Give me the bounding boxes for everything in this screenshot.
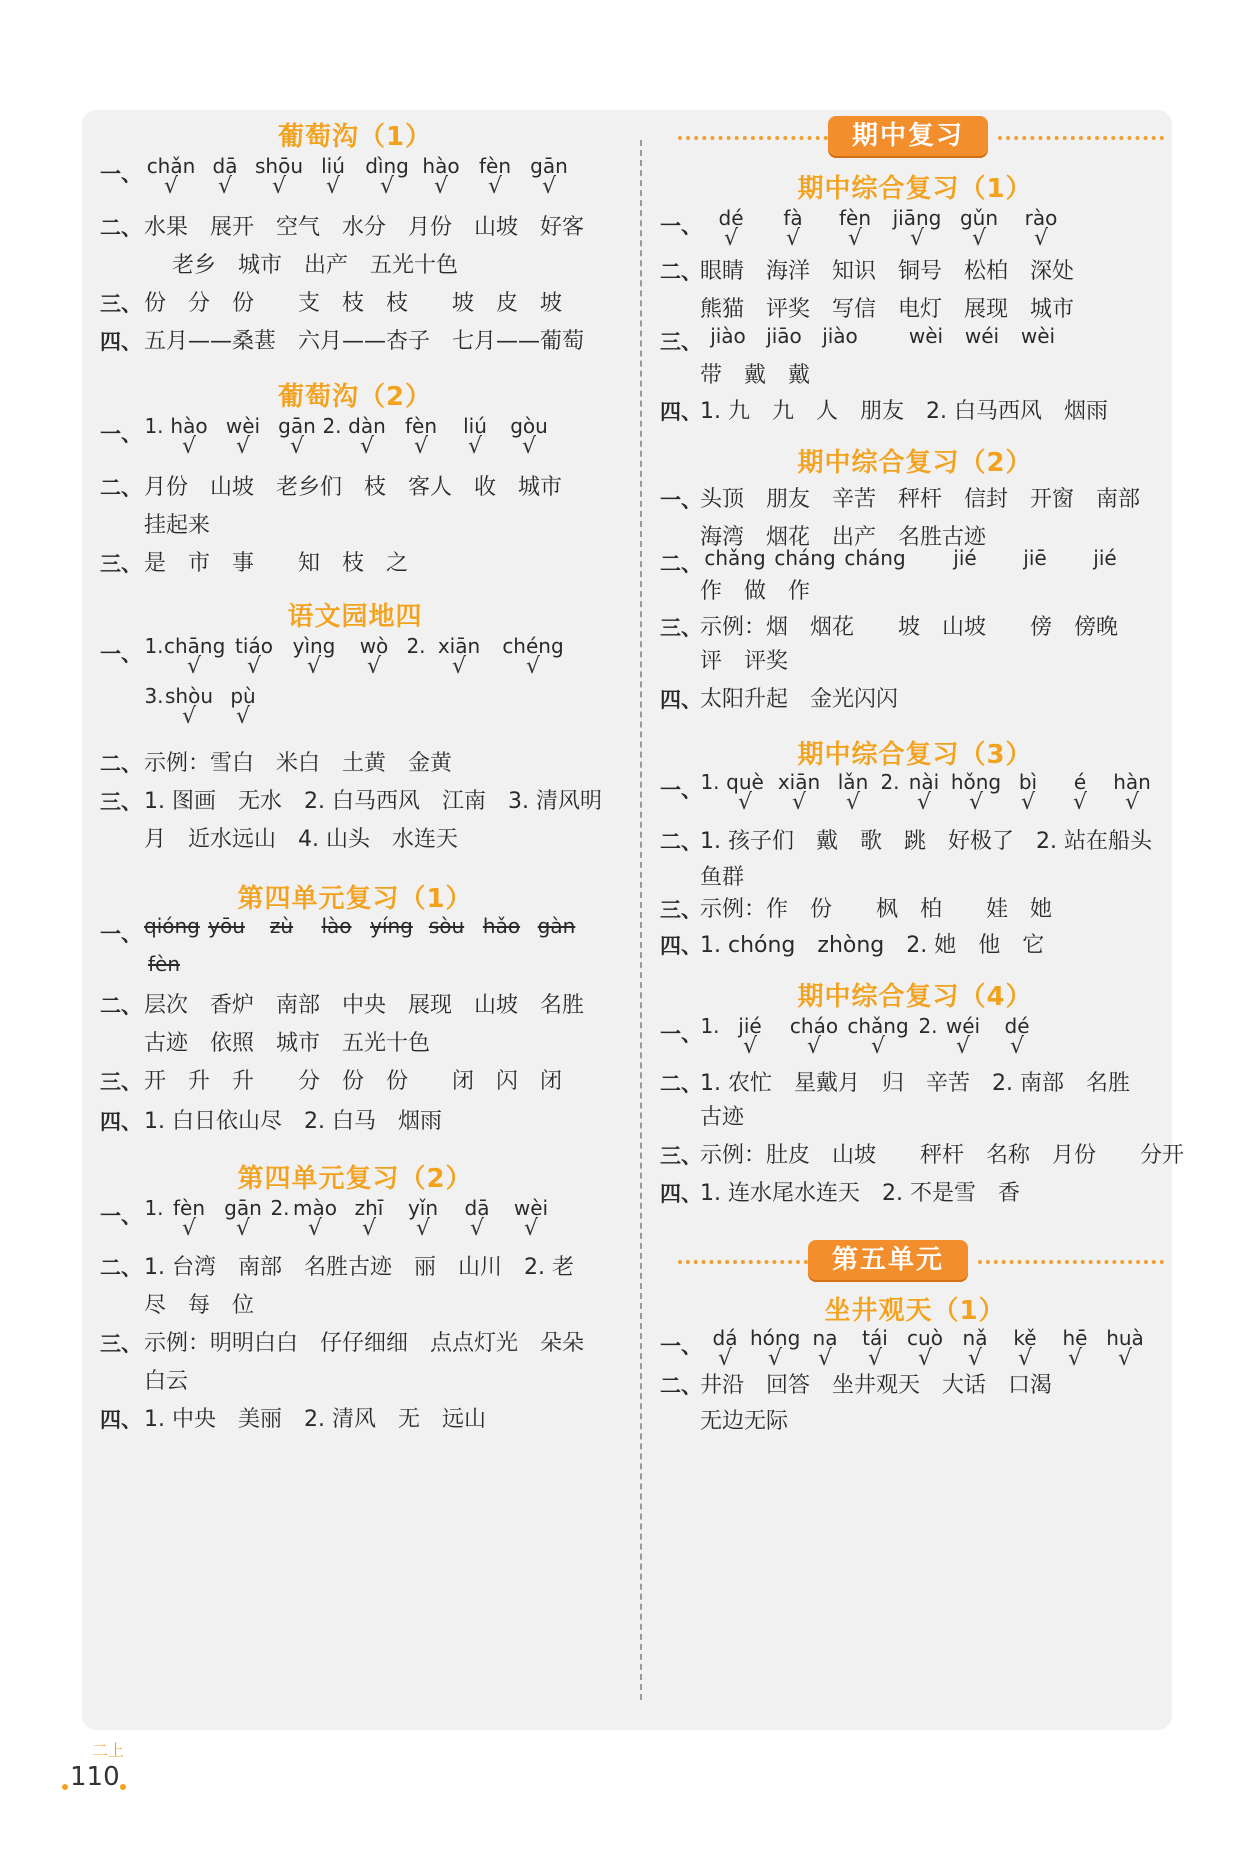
check-mark-icon: √ (469, 1216, 485, 1241)
question-label: 二、 (100, 1256, 142, 1280)
item-number: 2. (322, 414, 342, 438)
pinyin: fèn (172, 1196, 206, 1220)
check-mark-icon: √ (541, 174, 557, 199)
pinyin: chǎn (146, 154, 196, 178)
check-mark-icon: √ (487, 174, 503, 199)
pinyin: cháng (774, 546, 836, 570)
question-label: 二、 (660, 552, 702, 576)
pinyin: gān (530, 154, 568, 178)
item-number: 1. (144, 414, 164, 438)
pinyin: kě (1013, 1326, 1037, 1350)
check-mark-icon: √ (791, 790, 807, 815)
pinyin: é (1073, 770, 1087, 794)
answer-text: 1. 孩子们 戴 歌 跳 好极了 2. 站在船头 (700, 829, 1152, 854)
dotted-divider (998, 136, 1164, 140)
answer-text: 古迹 (700, 1105, 745, 1130)
pinyin: mào (293, 1196, 337, 1220)
pinyin: xiān (777, 770, 821, 794)
check-mark-icon: √ (845, 790, 861, 815)
footer-dot (120, 1784, 126, 1790)
pinyin: wéi (945, 1014, 981, 1038)
check-mark-icon: √ (451, 654, 467, 679)
section-title: 期中综合复习（2） (797, 448, 1033, 478)
pinyin: liú (463, 414, 487, 438)
question-label: 一、 (100, 162, 142, 186)
pinyin: zù (269, 914, 294, 938)
question-label: 一、 (100, 1204, 142, 1228)
question-label: 三、 (660, 1144, 702, 1168)
pinyin: cháo (789, 1014, 839, 1038)
question-label: 三、 (100, 292, 142, 316)
answer-text: 水果 展开 空气 水分 月份 山坡 好客 (144, 215, 585, 240)
pinyin: gòu (510, 414, 548, 438)
check-mark-icon: √ (1009, 1034, 1025, 1059)
check-mark-icon: √ (307, 1216, 323, 1241)
question-label: 二、 (660, 830, 702, 854)
check-mark-icon: √ (917, 1346, 933, 1371)
question-label: 一、 (660, 214, 702, 238)
pinyin: gān (278, 414, 316, 438)
pinyin: sòu (428, 914, 465, 938)
check-mark-icon: √ (415, 1216, 431, 1241)
answer-text: 鱼群 (700, 865, 745, 890)
answer-text: 1. 台湾 南部 名胜古迹 丽 山川 2. 老 (144, 1255, 574, 1280)
pinyin: lǎn (837, 770, 869, 794)
check-mark-icon: √ (742, 1034, 758, 1059)
item-number: 3. (144, 684, 164, 708)
answer-text: 1. 中央 美丽 2. 清风 无 远山 (144, 1407, 486, 1432)
answer-text: 是 市 事 知 枝 之 (144, 551, 409, 576)
check-mark-icon: √ (433, 174, 449, 199)
check-mark-icon: √ (246, 654, 262, 679)
check-mark-icon: √ (1033, 226, 1049, 251)
pinyin: hàn (1113, 770, 1151, 794)
pinyin: dàn (348, 414, 386, 438)
pinyin: dā (464, 1196, 490, 1220)
check-mark-icon: √ (1072, 790, 1088, 815)
item-number: 1. (144, 1196, 164, 1220)
check-mark-icon: √ (967, 1346, 983, 1371)
pinyin: dé (1004, 1014, 1030, 1038)
answer-text: 挂起来 (144, 513, 211, 538)
pinyin: jiāo (766, 324, 802, 348)
answer-text: 开 升 升 分 份 份 闭 闪 闭 (144, 1069, 563, 1094)
section-title: 期中综合复习（1） (797, 174, 1033, 204)
question-label: 三、 (660, 330, 702, 354)
check-mark-icon: √ (235, 1216, 251, 1241)
pinyin: wèi (908, 324, 944, 348)
check-mark-icon: √ (847, 226, 863, 251)
answer-text: 白云 (144, 1369, 189, 1394)
pinyin: chéng (502, 634, 564, 658)
pinyin: gān (224, 1196, 262, 1220)
pinyin: hē (1062, 1326, 1088, 1350)
answer-text: 1. 农忙 星戴月 归 辛苦 2. 南部 名胜 (700, 1071, 1130, 1096)
answer-text: 井沿 回答 坐井观天 大话 口渴 (700, 1373, 1053, 1398)
check-mark-icon: √ (366, 654, 382, 679)
check-mark-icon: √ (379, 174, 395, 199)
question-label: 二、 (100, 752, 142, 776)
answer-text: 头顶 朋友 辛苦 秤杆 信封 开窗 南部 (700, 487, 1141, 512)
question-label: 四、 (660, 1182, 702, 1206)
check-mark-icon: √ (467, 434, 483, 459)
pinyin: tiáo (235, 634, 273, 658)
check-mark-icon: √ (723, 226, 739, 251)
question-label: 一、 (100, 642, 142, 666)
pinyin: wèi (513, 1196, 549, 1220)
answer-text: 示例：作 份 枫 柏 娃 她 (700, 897, 1053, 922)
answer-text: 海湾 烟花 出产 名胜古迹 (700, 525, 987, 550)
check-mark-icon: √ (717, 1346, 733, 1371)
pinyin: hǎo (482, 914, 521, 938)
check-mark-icon: √ (1020, 790, 1036, 815)
item-number: 2. (270, 1196, 290, 1220)
answer-text: 1. 连水尾水连天 2. 不是雪 香 (700, 1181, 1020, 1206)
question-label: 三、 (660, 616, 702, 640)
pinyin: jiāng (892, 206, 942, 230)
question-label: 四、 (100, 1110, 142, 1134)
question-label: 三、 (100, 552, 142, 576)
question-label: 二、 (660, 1374, 702, 1398)
pinyin: jiào (822, 324, 858, 348)
dotted-divider (678, 1260, 808, 1264)
check-mark-icon: √ (181, 1216, 197, 1241)
pinyin: cuò (907, 1326, 943, 1350)
question-label: 一、 (660, 1334, 702, 1358)
pinyin: na (812, 1326, 838, 1350)
check-mark-icon: √ (737, 790, 753, 815)
pinyin: jiào (710, 324, 746, 348)
pinyin: fèn (838, 206, 872, 230)
grade-label: 二上 (92, 1741, 125, 1760)
pinyin: shòu (164, 684, 213, 708)
check-mark-icon: √ (186, 654, 202, 679)
check-mark-icon: √ (306, 654, 322, 679)
pinyin: chāng (164, 634, 226, 658)
pinyin: fà (783, 206, 803, 230)
pinyin: wèi (1020, 324, 1056, 348)
question-label: 一、 (660, 488, 702, 512)
check-mark-icon: √ (181, 434, 197, 459)
question-label: 一、 (100, 422, 142, 446)
check-mark-icon: √ (1124, 790, 1140, 815)
pinyin: hào (422, 154, 460, 178)
check-mark-icon: √ (163, 174, 179, 199)
question-label: 三、 (100, 790, 142, 814)
pinyin: fèn (147, 952, 181, 976)
question-label: 四、 (660, 400, 702, 424)
question-label: 三、 (100, 1070, 142, 1094)
item-number: 1. (144, 634, 164, 658)
pinyin: yìng (292, 634, 336, 658)
pinyin: hóng (750, 1326, 801, 1350)
check-mark-icon: √ (235, 434, 251, 459)
section-title: 期中综合复习（4） (797, 982, 1033, 1012)
check-mark-icon: √ (1067, 1346, 1083, 1371)
question-label: 四、 (100, 1408, 142, 1432)
answer-text: 份 分 份 支 枝 枝 坡 皮 坡 (144, 291, 563, 316)
item-number: 2. (406, 634, 426, 658)
check-mark-icon: √ (413, 434, 429, 459)
dotted-divider (978, 1260, 1164, 1264)
check-mark-icon: √ (235, 704, 251, 729)
pinyin: chǎng (704, 546, 766, 570)
question-label: 四、 (660, 934, 702, 958)
dotted-divider (678, 136, 828, 140)
pinyin: jié (1093, 546, 1117, 570)
pinyin: bì (1018, 770, 1038, 794)
pinyin: zhī (354, 1196, 384, 1220)
item-number: 1. (700, 770, 720, 794)
item-number: 2. (880, 770, 900, 794)
answer-text: 月 近水远山 4. 山头 水连天 (144, 827, 458, 852)
answer-text: 五月——桑葚 六月——杏子 七月——葡萄 (144, 329, 585, 354)
question-label: 二、 (660, 1072, 702, 1096)
pinyin: liú (321, 154, 345, 178)
question-label: 四、 (100, 330, 142, 354)
answer-text: 月份 山坡 老乡们 枝 客人 收 城市 (144, 475, 563, 500)
check-mark-icon: √ (1117, 1346, 1133, 1371)
check-mark-icon: √ (867, 1346, 883, 1371)
section-title: 葡萄沟（2） (277, 382, 433, 412)
pinyin: dìng (365, 154, 409, 178)
pinyin: shōu (254, 154, 303, 178)
pinyin: hào (170, 414, 208, 438)
check-mark-icon: √ (289, 434, 305, 459)
pinyin: yíng (370, 914, 413, 938)
check-mark-icon: √ (361, 1216, 377, 1241)
answer-text: 尽 每 位 (144, 1293, 255, 1318)
check-mark-icon: √ (785, 226, 801, 251)
question-label: 二、 (660, 260, 702, 284)
check-mark-icon: √ (767, 1346, 783, 1371)
pinyin: gǔn (959, 206, 999, 230)
question-label: 一、 (660, 778, 702, 802)
pinyin: huà (1106, 1326, 1144, 1350)
pinyin: fèn (404, 414, 438, 438)
pinyin: chǎng (847, 1014, 909, 1038)
pinyin: jié (953, 546, 977, 570)
pinyin: yōu (208, 914, 245, 938)
section-title: 坐井观天（1） (824, 1296, 1006, 1326)
answer-text: 古迹 依照 城市 五光十色 (144, 1031, 431, 1056)
answer-text: 1. 九 九 人 朋友 2. 白马西风 烟雨 (700, 399, 1108, 424)
check-mark-icon: √ (217, 174, 233, 199)
check-mark-icon: √ (523, 1216, 539, 1241)
check-mark-icon: √ (955, 1034, 971, 1059)
check-mark-icon: √ (181, 704, 197, 729)
pinyin: nài (908, 770, 940, 794)
question-label: 二、 (100, 216, 142, 240)
check-mark-icon: √ (916, 790, 932, 815)
question-label: 二、 (100, 476, 142, 500)
question-label: 三、 (100, 1332, 142, 1356)
answer-text: 示例：烟 烟花 坡 山坡 傍 傍晚 (700, 615, 1119, 640)
check-mark-icon: √ (971, 226, 987, 251)
answer-text: 老乡 城市 出产 五光十色 (172, 253, 459, 278)
section-banner: 第五单元 (808, 1240, 968, 1280)
pinyin: fèn (478, 154, 512, 178)
section-banner: 期中复习 (828, 116, 988, 156)
answer-text: 示例：雪白 米白 土黄 金黄 (144, 751, 453, 776)
pinyin: cháng (844, 546, 906, 570)
answer-text: 带 戴 戴 (700, 363, 811, 388)
pinyin: xiān (437, 634, 481, 658)
answer-text: 眼睛 海洋 知识 铜号 松柏 深处 (700, 259, 1075, 284)
answer-text: 评 评奖 (700, 649, 789, 674)
pinyin: wò (359, 634, 389, 658)
pinyin: qióng (144, 914, 200, 938)
question-label: 一、 (100, 922, 142, 946)
question-label: 一、 (660, 1022, 702, 1046)
check-mark-icon: √ (521, 434, 537, 459)
section-title: 语文园地四 (287, 602, 423, 632)
answer-text: 作 做 作 (700, 579, 811, 604)
check-mark-icon: √ (968, 790, 984, 815)
item-number: 1. (700, 1014, 720, 1038)
pinyin: lào (321, 914, 352, 938)
pinyin: hǒng (950, 770, 1002, 794)
question-label: 四、 (660, 688, 702, 712)
pinyin: wéi (964, 324, 1000, 348)
footer-dot (62, 1784, 68, 1790)
section-title: 葡萄沟（1） (277, 122, 433, 152)
pinyin: yǐn (407, 1196, 439, 1220)
answer-text: 无边无际 (700, 1409, 789, 1434)
check-mark-icon: √ (806, 1034, 822, 1059)
pinyin: dé (718, 206, 744, 230)
section-title: 期中综合复习（3） (797, 740, 1033, 770)
answer-text: 1. 图画 无水 2. 白马西风 江南 3. 清风明 (144, 789, 602, 814)
pinyin: tái (862, 1326, 888, 1350)
pinyin: pù (230, 684, 256, 708)
page-number: 110 (70, 1762, 120, 1792)
column-divider (640, 140, 642, 1700)
check-mark-icon: √ (325, 174, 341, 199)
pinyin: wèi (225, 414, 261, 438)
pinyin: nǎ (962, 1326, 988, 1350)
check-mark-icon: √ (271, 174, 287, 199)
answer-text: 1. chóng zhòng 2. 她 他 它 (700, 933, 1045, 958)
answer-text: 太阳升起 金光闪闪 (700, 687, 899, 712)
check-mark-icon: √ (870, 1034, 886, 1059)
answer-text: 熊猫 评奖 写信 电灯 展现 城市 (700, 297, 1075, 322)
check-mark-icon: √ (1017, 1346, 1033, 1371)
answer-text: 层次 香炉 南部 中央 展现 山坡 名胜 (144, 993, 585, 1018)
answer-text: 1. 白日依山尽 2. 白马 烟雨 (144, 1109, 442, 1134)
check-mark-icon: √ (909, 226, 925, 251)
check-mark-icon: √ (525, 654, 541, 679)
pinyin: rào (1024, 206, 1058, 230)
section-title: 第四单元复习（2） (237, 1164, 473, 1194)
pinyin: dá (712, 1326, 738, 1350)
pinyin: què (726, 770, 764, 794)
pinyin: jiē (1023, 546, 1047, 570)
pinyin: jié (738, 1014, 762, 1038)
pinyin: dā (212, 154, 238, 178)
item-number: 2. (918, 1014, 938, 1038)
answer-text: 示例：肚皮 山坡 秤杆 名称 月份 分开 (700, 1143, 1185, 1168)
check-mark-icon: √ (359, 434, 375, 459)
question-label: 三、 (660, 898, 702, 922)
check-mark-icon: √ (817, 1346, 833, 1371)
question-label: 二、 (100, 994, 142, 1018)
answer-text: 示例：明明白白 仔仔细细 点点灯光 朵朵 (144, 1331, 585, 1356)
pinyin: gàn (537, 914, 576, 938)
section-title: 第四单元复习（1） (237, 884, 473, 914)
